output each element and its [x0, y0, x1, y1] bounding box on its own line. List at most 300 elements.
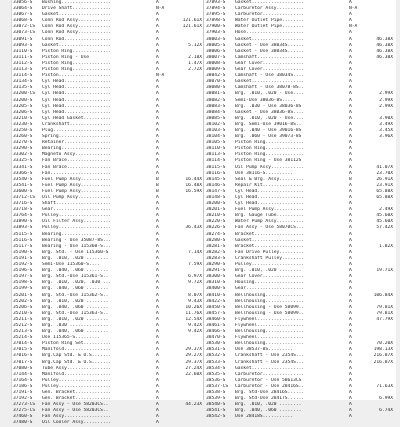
availability-code: A: [349, 170, 352, 176]
availability-code: A: [349, 243, 352, 249]
part-description: Bearing..................: [42, 146, 112, 152]
availability-code: A: [349, 146, 352, 152]
part-number: 37895-S: [206, 12, 226, 18]
availability-code: A: [156, 42, 159, 48]
part-number: 37080-S: [13, 365, 33, 371]
part-description: Bushing..................: [42, 0, 112, 5]
part-number: 33712-CS: [13, 195, 36, 200]
part-price: 2.99X: [379, 91, 393, 97]
part-number: 33290-S: [13, 146, 33, 152]
availability-code: A: [156, 164, 159, 170]
catalog-page: [12, 0, 396, 426]
part-description: Fan Brace................: [42, 164, 112, 170]
part-description: Carburetor - Use 28416S..: [235, 383, 305, 389]
part-description: Fan Drive Pulley.........: [235, 249, 305, 255]
availability-code: A: [156, 18, 159, 24]
part-number: 38110-S: [206, 146, 226, 152]
availability-code: A: [349, 0, 352, 5]
part-description: Gasket...................: [235, 0, 305, 5]
availability-code: A: [156, 316, 159, 322]
availability-code: A: [349, 371, 352, 377]
part-number: 33134-S: [13, 79, 33, 85]
part-description: Plug.....................: [42, 127, 112, 133]
part-description: Gasket - Use 38034S......: [235, 42, 305, 48]
part-description: Cyl Head Gasket..........: [42, 115, 112, 121]
part-number: 33112-S: [13, 60, 33, 66]
part-number: 38283-S: [206, 255, 226, 261]
part-number: 35198-S: [13, 280, 33, 286]
part-number: 35211-S: [13, 316, 33, 322]
part-number: 33250-S: [13, 127, 33, 133]
part-description: Cyl Head.................: [42, 85, 112, 91]
availability-code: A: [156, 304, 159, 310]
part-description: Oil Pump Assy............: [235, 164, 305, 170]
part-number: 38146-S: [206, 182, 226, 188]
part-description: Cyl Head.................: [235, 188, 305, 194]
availability-code: A: [156, 121, 159, 127]
part-description: Fuel Pump Assy...........: [235, 207, 305, 213]
part-number: 37017-S: [13, 359, 33, 365]
part-number: 38310-S: [206, 280, 226, 286]
part-number: 33200-S: [13, 97, 33, 103]
part-price: 198.13X: [373, 347, 393, 353]
part-description: Brg. .040, .060 ........: [42, 329, 109, 335]
availability-code: A: [156, 54, 159, 60]
part-price: 3.49X: [379, 121, 393, 127]
part-price: 79.81X: [376, 310, 393, 316]
part-number: 38114-S: [206, 158, 226, 164]
part-description: Crankshaft - Use 2354S...: [235, 359, 305, 365]
part-description: Fan......................: [42, 170, 112, 176]
availability-code: A: [349, 103, 352, 109]
availability-code: A: [156, 371, 159, 377]
part-description: Cyl Head.................: [42, 79, 112, 85]
part-description: Brg. .040, .060 ........: [42, 286, 109, 292]
part-price: 19.71X: [376, 268, 393, 274]
availability-code: A: [349, 219, 352, 225]
part-price: 65.88X: [376, 195, 393, 200]
part-number: 35199-S: [13, 286, 33, 292]
availability-code: A: [156, 298, 159, 304]
part-description: Conn Rod Assy............: [42, 24, 112, 30]
availability-code: A: [349, 36, 352, 42]
part-description: Brg. .040, .060 ........: [42, 304, 109, 310]
availability-code: A: [156, 359, 159, 365]
availability-code: A: [349, 310, 352, 316]
availability-code: A: [349, 134, 352, 140]
availability-code: A: [156, 335, 159, 341]
part-number: 38210-S: [206, 213, 226, 219]
part-number: 38085-S: [206, 115, 226, 121]
part-number: 38116-S: [206, 170, 226, 176]
part-number: 38282-S: [206, 249, 226, 255]
part-description: Brg. Semi-Use 39016-8S..: [235, 121, 302, 127]
part-price: 9.43X: [188, 298, 202, 304]
part-description: Brg.Cap Std. & O.S.......: [42, 359, 112, 365]
part-price: 3.96X: [379, 134, 393, 140]
part-number: 33716-S: [13, 201, 33, 207]
availability-code: A: [156, 146, 159, 152]
part-description: Brg. Std.-Use 115363-S..: [42, 310, 109, 316]
part-description: Fan Assy - Use 58070CS...: [235, 225, 305, 231]
part-number: 38290-S: [206, 262, 226, 268]
part-number: 38457-S: [206, 310, 226, 316]
availability-code: A: [349, 121, 352, 127]
part-price: 46.38X: [376, 36, 393, 42]
part-price: 121.61X: [182, 24, 202, 30]
part-number: 35192-S: [13, 262, 33, 268]
availability-code: A: [349, 140, 352, 146]
part-price: 65.88X: [376, 188, 393, 194]
right-column: [205, 0, 396, 420]
part-number: 33893-S: [13, 225, 33, 231]
part-number: 37273-CS: [13, 402, 36, 408]
part-price: 46.38X: [376, 42, 393, 48]
part-price: 9.42X: [188, 322, 202, 328]
part-description: Hose.....................: [235, 30, 305, 36]
part-description: Brg. Std.-Use 115362-S..: [42, 292, 109, 298]
part-price: 5.12X: [188, 42, 202, 48]
part-description: Gear Cover...............: [235, 60, 305, 66]
part-number: 35117-S: [13, 243, 33, 249]
part-description: Flywheel.................: [235, 322, 305, 328]
part-description: Gear Cover...............: [235, 274, 305, 280]
part-description: Use 115365-S.........: [42, 335, 101, 341]
part-price: 2.18X: [188, 54, 202, 60]
availability-code: A: [156, 91, 159, 97]
part-description: Cyl Head.................: [42, 109, 112, 115]
part-number: 33541-S: [13, 182, 33, 188]
availability-code: A: [156, 353, 159, 359]
part-description: Pulley...................: [42, 377, 112, 383]
availability-code: A: [156, 140, 159, 146]
availability-code: A: [156, 85, 159, 91]
part-description: Water Outlet Pipe........: [235, 24, 305, 30]
part-description: Piston Ring..............: [42, 67, 112, 73]
part-number: 38103-S: [206, 127, 226, 133]
part-number: 38534-S: [206, 365, 226, 371]
part-number: 35214-S: [13, 335, 33, 341]
part-description: Brg. .040, .060 ........: [42, 268, 109, 274]
part-description: Flywheel.................: [235, 335, 305, 341]
availability-code: A: [156, 255, 159, 261]
part-number: 33260-S: [13, 134, 33, 140]
part-description: Bracket..................: [235, 231, 305, 237]
part-number: 38082-S: [206, 97, 226, 103]
part-number: 38006-S: [206, 48, 226, 54]
part-description: Gasket...................: [235, 237, 305, 243]
part-description: Camshaft.................: [235, 54, 305, 60]
part-number: 38532-S: [206, 353, 226, 359]
part-number: 37898-S: [206, 18, 226, 24]
part-number: 38541-S: [206, 408, 226, 414]
part-description: Bearing..................: [42, 231, 112, 237]
availability-code: A: [156, 24, 159, 30]
part-description: Pulley...................: [235, 262, 305, 268]
part-number: 35196-S: [13, 268, 33, 274]
part-number: 38081-S: [206, 91, 226, 97]
availability-code: A: [349, 414, 352, 420]
part-description: Bellhousing..............: [235, 298, 305, 304]
part-description: Bellhousing - Use 58099..: [235, 304, 305, 310]
part-number: 33366-S: [13, 170, 33, 176]
availability-code: A: [156, 207, 159, 213]
availability-code: A: [349, 213, 352, 219]
part-description: Carburetor...............: [235, 12, 305, 18]
part-description: Fuel Pump Assy...........: [42, 188, 112, 194]
part-number: 35116-S: [13, 237, 33, 243]
left-column: [12, 0, 203, 426]
part-description: Conn Rod Assy............: [42, 18, 112, 24]
part-number: 38470-S: [206, 335, 226, 341]
part-description: Camshaft - Use 38034S....: [235, 73, 305, 79]
availability-code: A: [349, 268, 352, 274]
availability-code: A: [156, 292, 159, 298]
part-number: 35206-S: [13, 304, 33, 310]
availability-code: A: [349, 195, 352, 200]
part-description: Bellhousing..............: [235, 341, 305, 347]
part-number: 37894-S: [206, 6, 226, 12]
availability-code: A: [156, 170, 159, 176]
part-price: 46.38X: [376, 48, 393, 54]
availability-code: A: [349, 408, 352, 414]
availability-code: A: [156, 262, 159, 268]
availability-code: A: [349, 292, 352, 298]
part-price: 8.07X: [188, 292, 202, 298]
availability-code: A: [156, 109, 159, 115]
availability-code: B: [349, 176, 352, 182]
part-number: 37186-S: [13, 383, 33, 389]
part-number: 33111-S: [13, 54, 33, 60]
availability-code: N-A: [349, 24, 358, 30]
part-description: Brg. .010, .020 ........: [235, 402, 302, 408]
availability-code: A: [156, 402, 159, 408]
availability-code: A: [156, 195, 159, 200]
part-price: 6.74X: [379, 408, 393, 414]
part-number: 38007-S: [206, 54, 226, 60]
part-description: Fan Assy - Use 58203CS..: [42, 408, 109, 414]
part-price: 3.45X: [379, 127, 393, 133]
part-number: 37192-S: [13, 396, 33, 402]
availability-code: A: [349, 60, 352, 66]
availability-code: A: [349, 152, 352, 158]
part-number: 38537-CS: [206, 383, 229, 389]
part-number: 38300-S: [206, 274, 226, 280]
part-price: 7.59X: [188, 262, 202, 268]
part-description: Gen. Bracket.............: [42, 390, 112, 395]
part-description: Carburetor...............: [235, 371, 305, 377]
part-number: 33890-S: [13, 219, 33, 225]
part-description: Fan Assy.................: [42, 414, 112, 420]
part-description: Piston Ring - Use: [42, 54, 90, 60]
availability-code: A: [349, 353, 352, 359]
part-price: 11.76X: [185, 310, 202, 316]
part-description: Gear.....................: [235, 286, 305, 292]
availability-code: A: [156, 249, 159, 255]
availability-code: A: [156, 115, 159, 121]
availability-code: A: [349, 42, 352, 48]
part-number: 33068-S: [13, 18, 33, 24]
part-number: 38460-S: [206, 316, 226, 322]
part-number: 38280-S: [206, 237, 226, 243]
part-number: 38084-S: [206, 109, 226, 115]
part-number: 38201-S: [206, 207, 226, 213]
part-number: 38422-S: [206, 298, 226, 304]
part-description: Drive Shaft..............: [42, 6, 112, 12]
part-number: 38281-S: [206, 243, 226, 249]
part-number: 33073-CS: [13, 30, 36, 36]
availability-code: A: [156, 408, 159, 414]
availability-code: A: [349, 359, 352, 365]
part-number: 33093-S: [13, 42, 33, 48]
part-description: Spring...................: [42, 134, 112, 140]
part-number: 35191-S: [13, 255, 33, 261]
part-description: Carburetor - Use 58613CS: [235, 377, 302, 383]
part-number: 38400-S: [206, 286, 226, 292]
part-number: 38539-S: [206, 396, 226, 402]
availability-code: A: [349, 48, 352, 54]
part-number: 33135-S: [13, 85, 33, 91]
availability-code: A: [349, 18, 352, 24]
part-price: 57.42X: [376, 225, 393, 231]
part-number: 33113-S: [13, 67, 33, 73]
part-price: 216.87X: [373, 359, 393, 365]
part-number: 35201-S: [13, 292, 33, 298]
part-number: 38536-S: [206, 377, 226, 383]
part-description: Repair Kit...............: [235, 182, 305, 188]
availability-code: A: [349, 201, 352, 207]
availability-code: A: [156, 347, 159, 353]
availability-code: A: [349, 280, 352, 286]
availability-code: A: [349, 225, 352, 231]
part-number: 35190-S: [13, 249, 33, 255]
part-number: 38148-S: [206, 195, 226, 200]
part-price: 2.72X: [188, 67, 202, 73]
availability-code: A: [156, 152, 159, 158]
part-description: Oil Filter Assy..........: [42, 219, 112, 225]
availability-code: A: [349, 115, 352, 121]
part-number: 33302-S: [13, 152, 33, 158]
part-number: 37893-S: [206, 0, 226, 5]
availability-code: A: [349, 109, 352, 115]
availability-code: A: [156, 383, 159, 389]
availability-code: A: [156, 219, 159, 225]
part-description: Gear Cover...............: [235, 67, 305, 73]
part-price: 7.14X: [188, 249, 202, 255]
part-description: Crankshaft - Use 2354S...: [235, 353, 305, 359]
part-description: Brg. Std.-Use 115361-S..: [42, 274, 109, 280]
availability-code: A: [349, 249, 352, 255]
part-price: 71.63X: [376, 383, 393, 389]
part-price: 27.24X: [185, 365, 202, 371]
part-number: 38080-S: [206, 85, 226, 91]
part-description: Gasket...................: [235, 79, 305, 85]
part-description: Water Pump Assy..........: [235, 219, 305, 225]
part-price: 1.47X: [188, 60, 202, 66]
part-number: 38461-S: [206, 322, 226, 328]
part-description: Piston Ring..............: [235, 152, 305, 158]
part-description: Pulley...................: [42, 213, 112, 219]
part-number: 38274-S: [206, 231, 226, 237]
part-price: 36.43X: [185, 225, 202, 231]
part-description: Shaft....................: [42, 201, 112, 207]
availability-code: A: [156, 420, 159, 426]
part-number: 33064-S: [13, 6, 33, 12]
part-description: Pulley...................: [42, 383, 112, 389]
availability-code: A: [349, 207, 352, 213]
availability-code: A: [156, 243, 159, 249]
availability-code: A: [349, 79, 352, 85]
availability-code: B: [156, 188, 159, 194]
part-number: 38145-S: [206, 176, 226, 182]
parts-row: [12, 420, 203, 426]
availability-code: A: [156, 329, 159, 335]
part-number: 38410-S: [206, 292, 226, 298]
part-number: 33056-S: [13, 0, 33, 5]
availability-code: B: [156, 182, 159, 188]
part-number: 37164-S: [13, 377, 33, 383]
part-number: 37015-S: [13, 347, 33, 353]
availability-code: N-A: [349, 6, 358, 12]
part-number: 33718-S: [13, 207, 33, 213]
availability-code: A: [349, 73, 352, 79]
availability-code: A: [156, 322, 159, 328]
part-description: Fuel Pump Assy...........: [42, 182, 112, 188]
part-number: 33067-S: [13, 12, 33, 18]
availability-code: A: [156, 225, 159, 231]
part-description: Water Outlet Pipe........: [235, 18, 305, 24]
part-price: 12.54X: [185, 316, 202, 322]
part-description: Brg. Std-Use 28417S......: [235, 396, 305, 402]
part-number: 38008-S: [206, 60, 226, 66]
part-number: 37191-S: [13, 390, 33, 395]
part-price: 79.81X: [376, 304, 393, 310]
part-number: 37480-S: [13, 420, 33, 426]
availability-code: A: [156, 97, 159, 103]
part-price: 3.90X: [379, 115, 393, 121]
part-description: Semi-Use 38036-8S.....: [235, 97, 296, 103]
availability-code: A: [156, 201, 159, 207]
part-description: Brg.Cap Std. & O.S.......: [42, 353, 112, 359]
part-description: Gasket...................: [42, 12, 112, 18]
part-number: 38042-S: [206, 73, 226, 79]
part-number: 38535-S: [206, 371, 226, 377]
parts-row: [205, 414, 396, 420]
availability-code: A: [156, 48, 159, 54]
part-price: 23.70X: [376, 170, 393, 176]
part-number: 37014-S: [13, 341, 33, 347]
part-description: Brg. .010, .020 ........: [235, 268, 302, 274]
part-number: 38113-S: [206, 152, 226, 158]
part-description: Use 38116-S..........: [235, 170, 294, 176]
part-description: Bearing - Use 35087-8S...: [42, 237, 112, 243]
part-number: 38220-S: [206, 219, 226, 225]
part-description: Use 38537-8S.........: [235, 347, 294, 353]
part-number: 35210-S: [13, 310, 33, 316]
availability-code: A: [156, 280, 159, 286]
part-price: 45.60X: [376, 219, 393, 225]
part-price: 23.91X: [376, 182, 393, 188]
part-description: Seal & Brg. Assy.........: [235, 176, 305, 182]
part-number: 38005-S: [206, 42, 226, 48]
availability-code: A: [156, 237, 159, 243]
part-description: Housing..................: [235, 280, 305, 286]
part-price: 29.37X: [185, 347, 202, 353]
part-number: 33206-S: [13, 109, 33, 115]
availability-code: A: [349, 67, 352, 73]
availability-code: A: [349, 188, 352, 194]
part-description: Oil Pump Assy............: [42, 195, 112, 200]
